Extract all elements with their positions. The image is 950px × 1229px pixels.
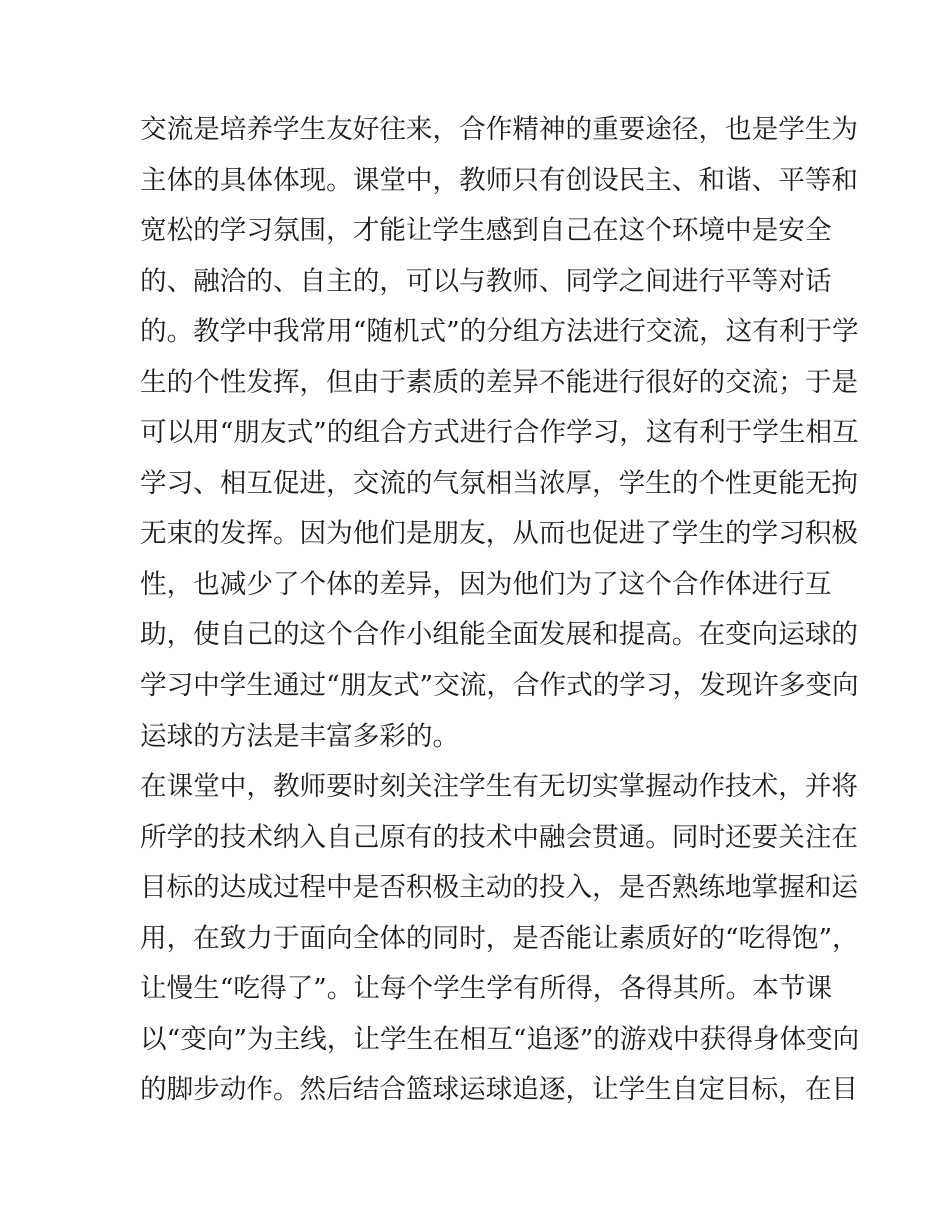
body-text bbox=[140, 111, 860, 1122]
text-line: 的、融洽的、自主的，可以与教师、同学之间进行平等对话 bbox=[140, 265, 832, 297]
text-line: 让慢生“吃得了”。让每个学生学有所得，各得其所。本节课 bbox=[140, 973, 833, 1005]
text-line: 性，也减少了个体的差异，因为他们为了这个合作体进行互 bbox=[140, 568, 832, 600]
text-line: 的脚步动作。然后结合篮球运球追逐，让学生自定目标，在目 bbox=[140, 1074, 859, 1106]
text-line: 学习中学生通过“朋友式”交流，合作式的学习，发现许多变向 bbox=[140, 670, 859, 702]
text-line: 在课堂中，教师要时刻关注学生有无切实掌握动作技术，并将 bbox=[140, 771, 859, 803]
text-line: 宽松的学习氛围，才能让学生感到自己在这个环境中是安全 bbox=[140, 215, 832, 247]
text-line: 交流是培养学生友好往来，合作精神的重要途径，也是学生为 bbox=[140, 114, 859, 145]
text-line: 无束的发挥。因为他们是朋友，从而也促进了学生的学习积极 bbox=[140, 518, 859, 550]
text-line: 运球的方法是丰富多彩的。 bbox=[140, 720, 460, 752]
text-line: 目标的达成过程中是否积极主动的投入，是否熟练地掌握和运 bbox=[140, 872, 859, 904]
text-line: 用，在致力于面向全体的同时，是否能让素质好的“吃得饱”， bbox=[140, 922, 859, 954]
text-line: 助，使自己的这个合作小组能全面发展和提高。在变向运球的 bbox=[140, 619, 859, 651]
text-line: 可以用“朋友式”的组合方式进行合作学习，这有利于学生相互 bbox=[140, 417, 859, 449]
text-line: 主体的具体体现。课堂中，教师只有创设民主、和谐、平等和 bbox=[140, 164, 859, 196]
text-line: 学习、相互促进，交流的气氛相当浓厚，学生的个性更能无拘 bbox=[140, 467, 859, 499]
text-line: 生的个性发挥，但由于素质的差异不能进行很好的交流；于是 bbox=[140, 366, 859, 398]
text-line: 的。教学中我常用“随机式”的分组方法进行交流，这有利于学 bbox=[140, 316, 859, 348]
text-line: 所学的技术纳入自己原有的技术中融会贯通。同时还要关注在 bbox=[140, 821, 859, 853]
text-line: 以“变向”为主线，让学生在相互“追逐”的游戏中获得身体变向 bbox=[140, 1023, 860, 1055]
